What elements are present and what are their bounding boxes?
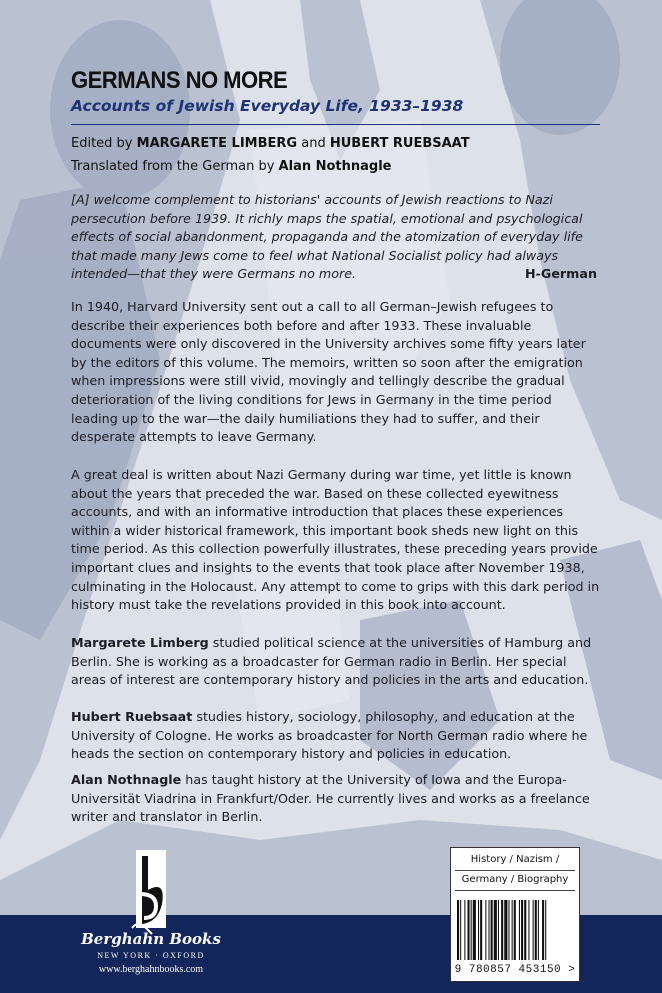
review-quote: [A] welcome complement to historians' accounts of Jewish reactions to Nazi persecution before 1939. It richly maps the spatial, emotional and psychological effects of social abandonment, propaganda and the atomization of everyday life that made many Jews come to feel what National Socialist policy had always intended—that they were Germans no more. H-German	[71, 191, 600, 284]
barcode-bar	[521, 900, 523, 960]
barcode-bar	[519, 900, 520, 960]
barcode-bar	[535, 900, 537, 960]
barcode-bar	[460, 900, 461, 960]
editor-name: MARGARETE LIMBERG	[136, 136, 298, 151]
barcode-bar	[468, 900, 470, 960]
bio-hubert-ruebsaat: Hubert Ruebsaat studies history, sociology, philosophy, and education at the University of Cologne. He works as broadcaster for North German radio where he heads the section on contemporary history and policies in education.	[71, 709, 588, 762]
barcode-bar	[478, 900, 479, 960]
barcode-bar	[494, 900, 497, 960]
barcode-bar	[485, 900, 486, 960]
barcode-bar	[545, 900, 546, 960]
barcode-bar	[471, 900, 472, 960]
description-paragraph: A great deal is written about Nazi Germany during war time, yet little is known about the years that preceded the war. Based on these collected eyewitness accounts, and with an informative introduction that places these experiences within a wider historical framework, this important book sheds new light on this time period. As this collection powerfully illustrates, these preceding years provide important clues and insights to the events that took place after November 1938, culminating in the Holocaust. Any attempt to come to grips with this dark period in history must take the revelations provided in this book into account.	[71, 467, 600, 613]
translator-credit: Translated from the German by Alan Nothnagle	[71, 159, 392, 174]
barcode-panel	[450, 847, 580, 982]
description-paragraph: In 1940, Harvard University sent out a call to all German–Jewish refugees to describe their experiences both before and after 1933. These invaluable documents were only discovered in the University archives some fifty years later by the editors of this volume. The memoirs, written so soon after the emigration when impressions were still vivid, movingly and tellingly describe the gradual deterioration of the living conditions for Jews in Germany in the time period leading up to the war—the daily humiliations they had to suffer, and their desperate attempts to leave Germany.	[71, 299, 586, 445]
review-source: H-German	[525, 266, 597, 281]
editor-name: HUBERT RUEBSAAT	[329, 136, 470, 151]
barcode-bar	[480, 900, 482, 960]
bio-margarete-limberg: Margarete Limberg studied political science at the universities of Hamburg and Berlin. She is working as a broadcaster for German radio in Berlin. Her special areas of interest are contemporary history and policies in the arts and education.	[71, 635, 592, 688]
barcode-bar	[533, 900, 534, 960]
publisher-cities: NEW YORK · OXFORD	[97, 951, 205, 960]
publisher-url[interactable]: www.berghahnbooks.com	[98, 964, 204, 975]
barcode-bar	[491, 900, 493, 960]
isbn-number: 9 780857 453150 >	[454, 964, 576, 976]
title-divider	[71, 124, 600, 125]
barcode-bar	[528, 900, 529, 960]
barcode-bar	[504, 900, 507, 960]
barcode-bar	[524, 900, 526, 960]
barcode-bar	[514, 900, 516, 960]
category-divider	[455, 870, 575, 871]
editors-credit: Edited by MARGARETE LIMBERG and HUBERT RUEBSAAT	[71, 136, 470, 151]
book-title: GERMANS NO MORE	[71, 67, 288, 94]
barcode-bar	[512, 900, 513, 960]
category-line: History / Nazism /	[470, 854, 560, 865]
publisher-name: Berghahn Books	[81, 930, 221, 948]
isbn-barcode	[455, 900, 575, 962]
barcode-bar	[473, 900, 476, 960]
barcode-bar	[498, 900, 499, 960]
book-subtitle: Accounts of Jewish Everyday Life, 1933–1938	[71, 97, 464, 115]
barcode-bar	[542, 900, 544, 960]
translator-name: Alan Nothnagle	[278, 159, 392, 174]
barcode-bar	[538, 900, 539, 960]
category-line: Germany / Biography	[461, 874, 569, 885]
bio-alan-nothnagle: Alan Nothnagle has taught history at the University of Iowa and the Europa-Universität Viadrina in Frankfurt/Oder. He currently lives and works as a freelance writer and translator in Berlin.	[71, 772, 590, 825]
berghahn-b-logo-icon	[70, 850, 230, 980]
barcode-bar	[508, 900, 509, 960]
category-divider	[455, 890, 575, 891]
barcode-bar	[464, 900, 465, 960]
barcode-bar	[457, 900, 459, 960]
barcode-bar	[501, 900, 503, 960]
barcode-bar	[489, 900, 490, 960]
